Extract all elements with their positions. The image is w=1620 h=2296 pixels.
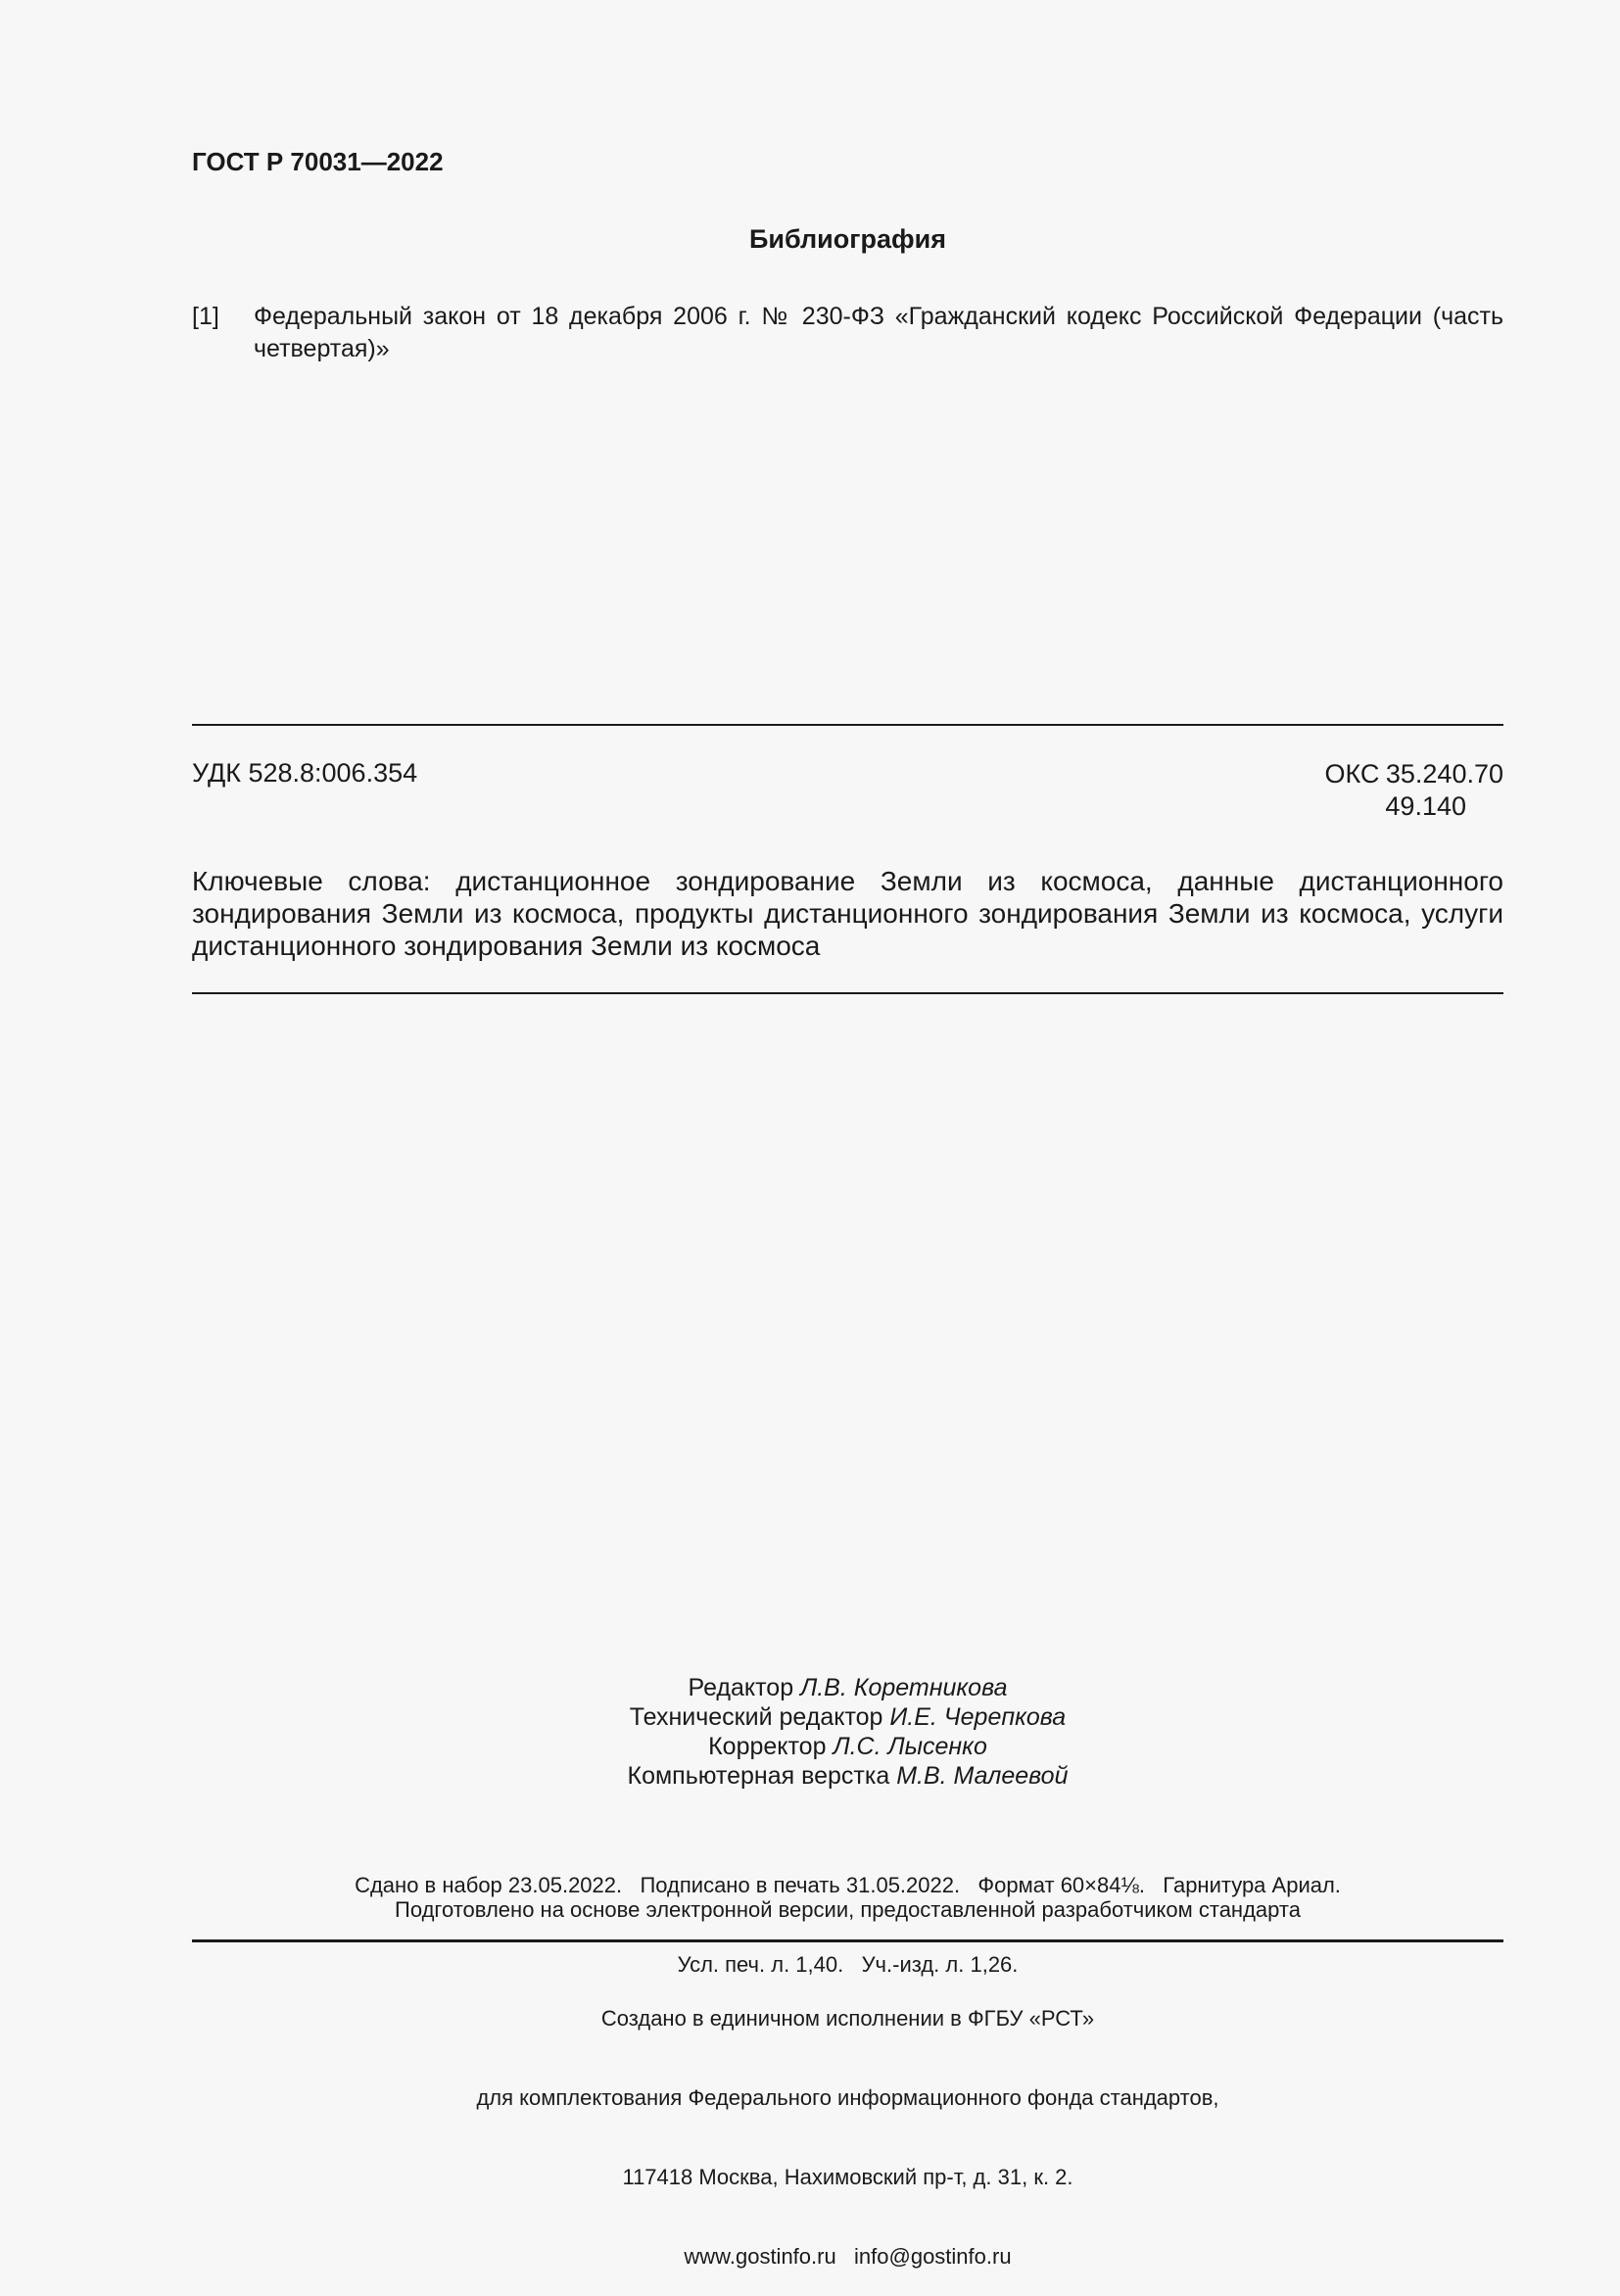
footer-divider [192,1939,1503,1942]
editor-name: Л.В. Коретникова [800,1674,1008,1701]
standard-designation: ГОСТ Р 70031—2022 [192,147,444,176]
editor-line [192,1702,1503,1732]
editor-name: И.Е. Черепкова [889,1703,1067,1731]
editor-name: М.В. Малеевой [896,1762,1069,1790]
editor-line [192,1732,1503,1761]
reference-text: Федеральный закон от 18 декабря 2006 г. № 230-ФЗ «Гражданский кодекс Российской Федерации (часть четвертая)» [254,303,1503,362]
editor-name: Л.С. Лысенко [833,1733,987,1760]
oks-label: ОКС [1324,759,1380,789]
publication-line: Сдано в набор 23.05.2022. Подписано в печать 31.05.2022. Формат 60×84⅛. Гарнитура Ариал. [355,1873,1341,1897]
reference-number: [1] [192,303,219,330]
editors-block [192,1673,1503,1791]
bibliography-item [192,301,1503,365]
footer-contacts: www.gostinfo.ru info@gostinfo.ru [684,2244,1012,2269]
oks-code: 35.240.70 [1385,759,1503,789]
divider-bottom [192,992,1503,994]
footer-line: для комплектования Федерального информационного фонда стандартов, [476,2085,1219,2110]
publication-line: Усл. печ. л. 1,40. Уч.-изд. л. 1,26. [677,1952,1019,1977]
udk-code: УДК 528.8:006.354 [192,758,418,788]
editor-role: Редактор [688,1674,794,1701]
editor-role: Технический редактор [629,1703,883,1731]
editor-line [192,1761,1503,1791]
footer-line: Создано в единичном исполнении в ФГБУ «РСТ» [600,2006,1095,2031]
footer-line: 117418 Москва, Нахимовский пр-т, д. 31, к. 2. [622,2165,1073,2189]
footer-info [192,1952,1503,2296]
editor-role: Компьютерная верстка [627,1762,890,1790]
prepared-note: Подготовлено на основе электронной версии, предоставленной разработчиком стандарта [395,1897,1301,1922]
editor-line [192,1673,1503,1702]
oks-code: 49.140 [1385,791,1466,821]
divider-top [192,724,1503,726]
keywords: Ключевые слова: дистанционное зондирование Земли из космоса, данные дистанционного зондирования Земли из космоса, продукты дистанционного зондирования Земли из космоса, услуги дистанционного зондирования Земли из космоса [192,866,1503,961]
oks-codes [1324,758,1503,823]
bibliography-title: Библиография [749,224,946,254]
editor-role: Корректор [708,1733,827,1760]
